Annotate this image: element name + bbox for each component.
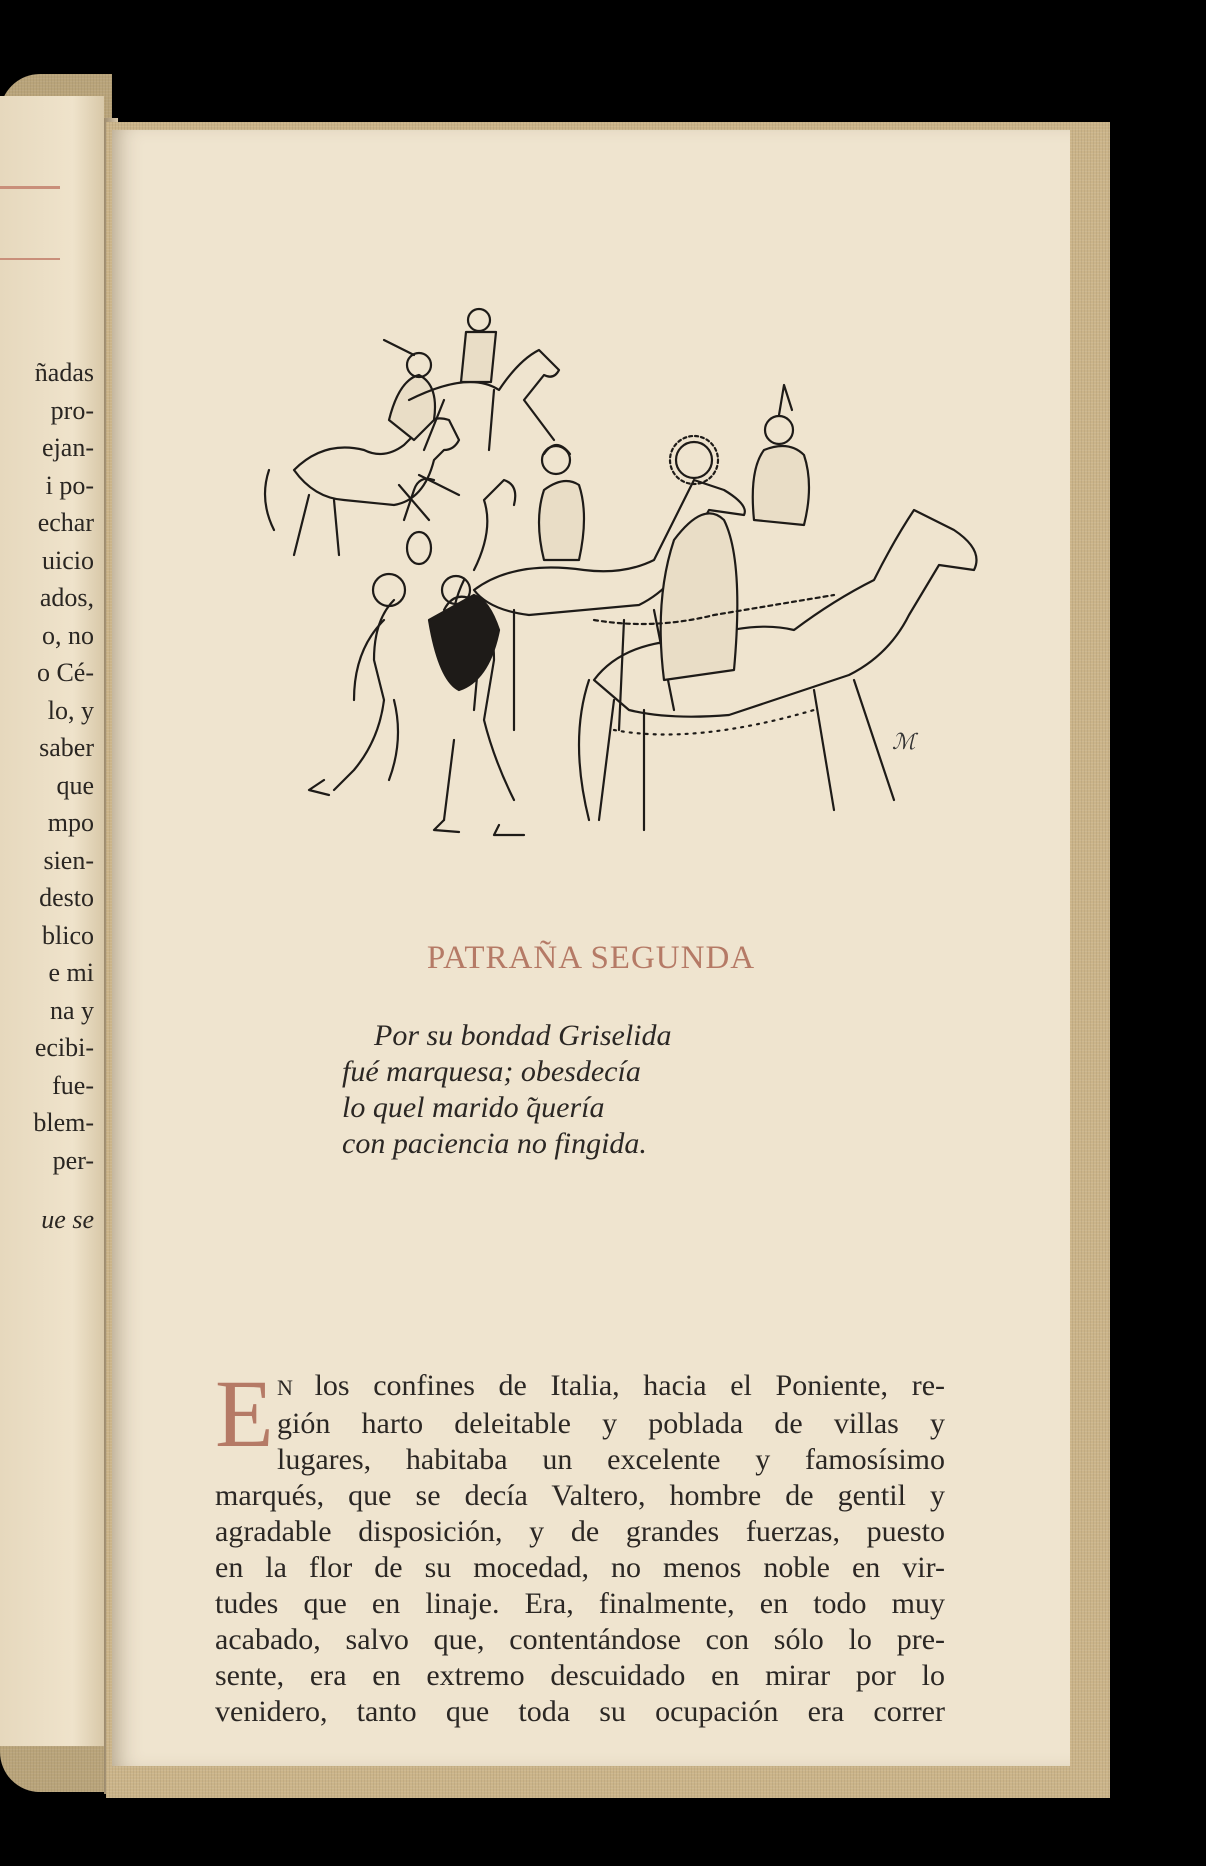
- left-page-line: i po-: [45, 470, 94, 500]
- body-line: sente, era en extremo descuidado en mirar por lo: [215, 1659, 945, 1692]
- left-page-line: pro-: [50, 395, 94, 425]
- left-page-line: per-: [52, 1145, 94, 1175]
- riders-group-left: [265, 309, 559, 555]
- left-page-line: saber: [39, 733, 94, 762]
- small-caps-letter: N: [277, 1375, 315, 1400]
- left-page-line: o, no: [42, 620, 94, 650]
- chapter-title: PATRAÑA SEGUNDA: [426, 940, 756, 976]
- body-paragraph: [215, 1360, 946, 1730]
- left-page: [0, 96, 104, 1746]
- left-page-line: ejan-: [42, 433, 94, 462]
- left-page-line: que: [56, 770, 94, 800]
- horseback-procession-drawing-icon: [194, 260, 1074, 980]
- drop-cap: E: [215, 1360, 274, 1467]
- left-page-line: ñadas: [34, 358, 94, 387]
- body-line: venidero, tanto que toda su ocupación era correr: [215, 1695, 945, 1728]
- riders-group-center: [451, 385, 977, 830]
- body-line: agradable disposición, y de grandes fuerzas, puesto: [215, 1515, 945, 1548]
- left-page-rule: [0, 258, 60, 260]
- left-page-line: echar: [37, 508, 94, 537]
- verse-line: Por su bondad Griselida: [374, 1019, 672, 1052]
- verse-line: lo quel marido ̃quería: [342, 1091, 605, 1124]
- left-page-rule: [0, 186, 60, 189]
- body-line: acabado, salvo que, contentándose con sólo lo pre-: [215, 1623, 945, 1656]
- verse-line: fué marquesa; obesdecía: [342, 1055, 641, 1088]
- body-line: en la flor de su mocedad, no menos noble en vir-: [215, 1551, 945, 1584]
- left-page-line: na y: [49, 995, 94, 1025]
- right-page: [112, 130, 1070, 1766]
- left-page-text: [33, 354, 94, 1239]
- body-line: gión harto deleitable y poblada de villas y: [277, 1407, 945, 1440]
- body-line: marqués, que se decía Valtero, hombre de gentil y: [215, 1479, 945, 1512]
- left-page-line: ecibi-: [34, 1033, 94, 1062]
- left-page-line: e mi: [48, 958, 94, 987]
- illustrator-monogram: ℳ: [892, 730, 916, 755]
- left-page-line: ue se: [41, 1205, 94, 1234]
- left-page-line: mpo: [47, 808, 94, 837]
- verse-line: con paciencia no fingida.: [342, 1127, 647, 1160]
- left-page-line: uicio: [42, 545, 94, 575]
- left-page-line: sien-: [43, 845, 94, 875]
- walking-figures: [309, 479, 524, 835]
- left-page-line: ados,: [39, 583, 94, 612]
- body-line: [215, 1368, 945, 1406]
- left-page-line: blico: [42, 920, 94, 950]
- left-page-line: desto: [39, 883, 94, 912]
- left-page-line: fue-: [52, 1070, 94, 1100]
- epigraph-verse: [342, 1018, 672, 1162]
- left-page-line: lo, y: [47, 695, 94, 725]
- left-page-line: blem-: [33, 1108, 94, 1137]
- body-line: tudes que en linaje. Era, finalmente, en todo muy: [215, 1587, 945, 1620]
- body-line-text: los confines de Italia, hacia el Poniente, re-: [314, 1369, 946, 1402]
- body-line: lugares, habitaba un excelente y famosísimo: [277, 1443, 945, 1476]
- left-page-line: o Cé-: [36, 658, 94, 687]
